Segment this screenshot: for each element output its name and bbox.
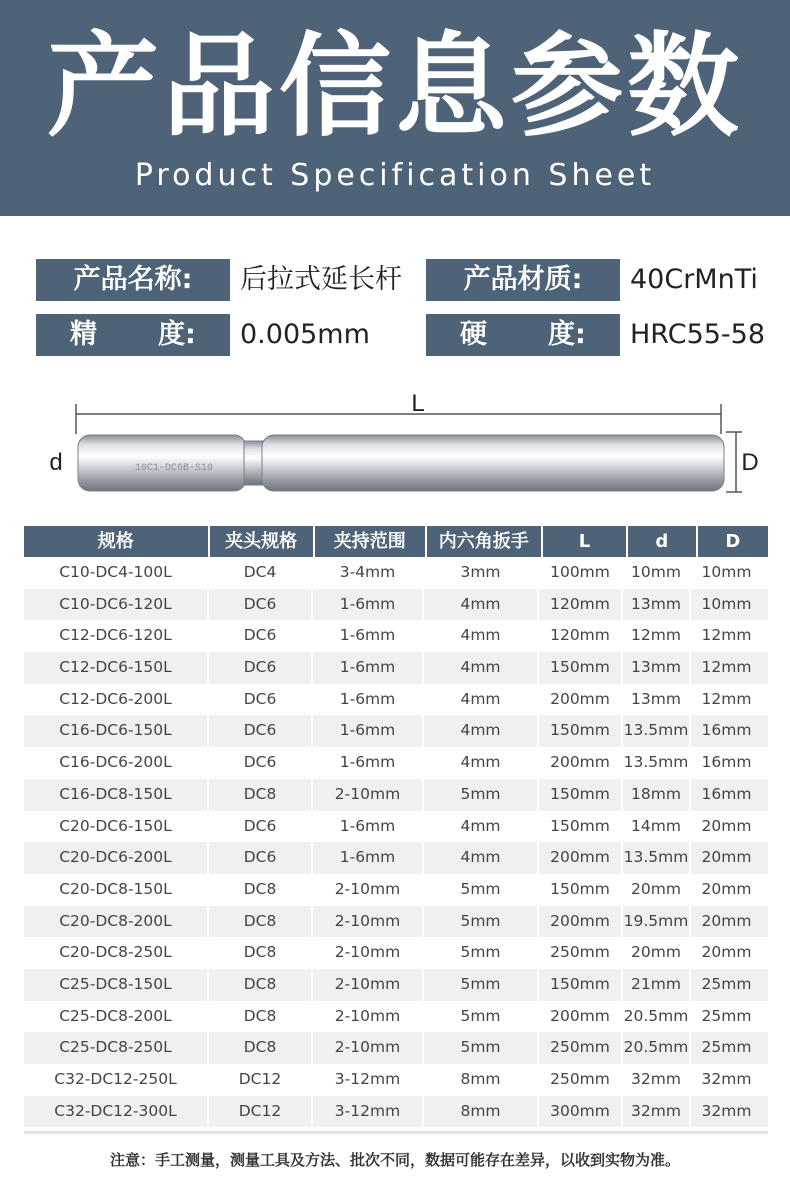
table-cell: 20.5mm xyxy=(623,1032,691,1064)
table-cell: DC8 xyxy=(209,874,313,906)
table-cell: 200mm xyxy=(539,842,623,874)
table-cell: 13mm xyxy=(623,652,691,684)
table-cell: 13.5mm xyxy=(623,747,691,779)
header-hex-wrench: 内六角扳手 xyxy=(427,526,541,557)
table-cell: 12mm xyxy=(623,620,691,652)
table-cell: 120mm xyxy=(539,620,623,652)
table-cell: 120mm xyxy=(539,589,623,621)
table-row xyxy=(24,842,768,874)
table-cell: DC6 xyxy=(209,589,313,621)
table-cell: 4mm xyxy=(424,747,539,779)
table-cell: 5mm xyxy=(424,969,539,1001)
table-cell: C16-DC6-150L xyxy=(24,715,209,747)
table-cell: 20mm xyxy=(701,911,752,930)
table-cell: 8mm xyxy=(424,1064,539,1096)
table-cell: 100mm xyxy=(539,557,623,589)
table-cell: DC6 xyxy=(209,652,313,684)
table-cell: 10mm xyxy=(701,594,752,613)
table-cell: C12-DC6-120L xyxy=(24,620,209,652)
table-cell: 1-6mm xyxy=(313,715,424,747)
table-cell: 4mm xyxy=(424,811,539,843)
table-cell: 4mm xyxy=(424,620,539,652)
table-cell: 200mm xyxy=(539,1001,623,1033)
table-cell: 250mm xyxy=(539,1064,623,1096)
table-cell: 5mm xyxy=(424,874,539,906)
table-cell: C20-DC8-250L xyxy=(24,937,209,969)
header-clamp-range: 夹持范围 xyxy=(315,526,425,557)
table-cell: 5mm xyxy=(424,906,539,938)
product-name-label: 产品名称: xyxy=(36,259,230,301)
table-row xyxy=(24,1032,768,1064)
page-title: 产品信息参数 xyxy=(47,22,743,152)
table-row xyxy=(24,715,768,747)
table-cell: 21mm xyxy=(623,969,691,1001)
table-row xyxy=(24,811,768,843)
table-cell: C16-DC8-150L xyxy=(24,779,209,811)
table-cell: 13mm xyxy=(623,684,691,716)
table-cell: 20mm xyxy=(623,874,691,906)
table-cell: 4mm xyxy=(424,652,539,684)
table-cell: 32mm xyxy=(701,1101,752,1120)
table-cell: 13mm xyxy=(623,589,691,621)
rod-shank xyxy=(262,435,724,491)
table-cell: C20-DC6-200L xyxy=(24,842,209,874)
precision-label-suffix: 度: xyxy=(158,319,196,350)
table-cell: DC8 xyxy=(209,969,313,1001)
hardness-label-suffix: 度: xyxy=(548,319,586,350)
rod-engraving: 10C1-DC6B-S10 xyxy=(134,463,214,474)
table-cell: 16mm xyxy=(701,721,752,740)
table-row xyxy=(24,969,768,1001)
table-cell: 2-10mm xyxy=(313,969,424,1001)
table-cell: 150mm xyxy=(539,969,623,1001)
product-diagram xyxy=(36,384,776,500)
precision-label-char: 精 xyxy=(70,319,97,350)
table-cell: C10-DC6-120L xyxy=(24,589,209,621)
hardness-value: HRC55-58 xyxy=(630,319,766,350)
table-cell: 1-6mm xyxy=(313,684,424,716)
table-cell: 4mm xyxy=(424,715,539,747)
table-cell: 20mm xyxy=(701,816,752,835)
table-cell: 2-10mm xyxy=(313,937,424,969)
table-cell: C25-DC8-250L xyxy=(24,1032,209,1064)
table-cell: C32-DC12-300L xyxy=(24,1096,209,1128)
hardness-label-char: 硬 xyxy=(460,319,487,350)
table-cell: 19.5mm xyxy=(623,906,691,938)
table-cell: DC4 xyxy=(209,557,313,589)
table-cell: 20mm xyxy=(701,943,752,962)
table-cell: DC6 xyxy=(209,620,313,652)
table-cell: DC8 xyxy=(209,906,313,938)
table-row xyxy=(24,906,768,938)
table-cell: 150mm xyxy=(539,811,623,843)
table-cell: 3-12mm xyxy=(313,1096,424,1128)
table-row xyxy=(24,747,768,779)
table-row xyxy=(24,1096,768,1128)
header-banner xyxy=(0,0,790,216)
table-cell: 5mm xyxy=(424,779,539,811)
table-cell: 25mm xyxy=(701,1038,752,1057)
table-cell: 2-10mm xyxy=(313,906,424,938)
table-cell: C16-DC6-200L xyxy=(24,747,209,779)
table-cell: 250mm xyxy=(539,1032,623,1064)
table-cell: 1-6mm xyxy=(313,842,424,874)
table-cell: 250mm xyxy=(539,937,623,969)
table-cell: 2-10mm xyxy=(313,874,424,906)
table-cell: 20mm xyxy=(701,879,752,898)
large-diameter-label: D xyxy=(741,449,759,476)
table-cell: DC6 xyxy=(209,747,313,779)
table-cell: 16mm xyxy=(701,784,752,803)
table-cell: 8mm xyxy=(424,1096,539,1128)
page-subtitle: Product Specification Sheet xyxy=(134,158,656,193)
length-label: L xyxy=(411,390,425,417)
table-cell: C25-DC8-200L xyxy=(24,1001,209,1033)
table-cell: 150mm xyxy=(539,652,623,684)
table-cell: DC12 xyxy=(209,1064,313,1096)
table-row xyxy=(24,937,768,969)
table-cell: 20.5mm xyxy=(623,1001,691,1033)
table-cell: DC6 xyxy=(209,811,313,843)
table-cell: 3-4mm xyxy=(313,557,424,589)
table-row xyxy=(24,620,768,652)
table-cell: 1-6mm xyxy=(313,652,424,684)
table-cell: 32mm xyxy=(623,1096,691,1128)
table-cell: DC8 xyxy=(209,779,313,811)
table-cell: DC6 xyxy=(209,684,313,716)
table-cell: 200mm xyxy=(539,906,623,938)
table-cell: C25-DC8-150L xyxy=(24,969,209,1001)
table-cell: 4mm xyxy=(424,684,539,716)
table-cell: 200mm xyxy=(539,747,623,779)
table-row xyxy=(24,557,768,589)
table-cell: C32-DC12-250L xyxy=(24,1064,209,1096)
rod-groove xyxy=(244,441,264,485)
table-cell: 5mm xyxy=(424,1032,539,1064)
table-cell: DC6 xyxy=(209,715,313,747)
table-row xyxy=(24,684,768,716)
table-cell: 32mm xyxy=(701,1070,752,1088)
table-cell: C12-DC6-150L xyxy=(24,652,209,684)
table-cell: 2-10mm xyxy=(313,1001,424,1033)
table-row xyxy=(24,589,768,621)
table-cell: 20mm xyxy=(623,937,691,969)
table-cell: 18mm xyxy=(623,779,691,811)
table-cell: 5mm xyxy=(424,937,539,969)
table-cell: DC12 xyxy=(209,1096,313,1128)
table-row xyxy=(24,874,768,906)
table-cell: 32mm xyxy=(623,1064,691,1096)
table-cell: C20-DC8-200L xyxy=(24,906,209,938)
table-cell: C12-DC6-200L xyxy=(24,684,209,716)
table-cell: 25mm xyxy=(701,1006,752,1025)
table-cell: DC8 xyxy=(209,1032,313,1064)
header-collet: 夹头规格 xyxy=(210,526,313,557)
table-cell: DC6 xyxy=(209,842,313,874)
precision-label xyxy=(36,314,230,356)
header-length: L xyxy=(543,526,626,557)
table-cell: 2-10mm xyxy=(313,779,424,811)
table-cell: 10mm xyxy=(623,557,691,589)
table-cell: 3mm xyxy=(424,557,539,589)
table-row xyxy=(24,1064,768,1096)
table-cell: 13.5mm xyxy=(623,842,691,874)
header-large-diameter: D xyxy=(698,526,768,557)
measurement-note: 注意：手工测量，测量工具及方法、批次不同，数据可能存在差异，以收到实物为准。 xyxy=(109,1151,680,1169)
product-name-value: 后拉式延长杆 xyxy=(240,264,402,295)
header-spec: 规格 xyxy=(24,526,208,557)
header-small-diameter: d xyxy=(628,526,695,557)
table-cell: 16mm xyxy=(701,753,752,772)
hardness-label xyxy=(426,314,620,356)
table-cell: 12mm xyxy=(701,626,752,645)
table-cell: 4mm xyxy=(424,589,539,621)
table-cell: C20-DC8-150L xyxy=(24,874,209,906)
table-row xyxy=(24,779,768,811)
table-cell: C20-DC6-150L xyxy=(24,811,209,843)
table-cell: 1-6mm xyxy=(313,620,424,652)
table-cell: 150mm xyxy=(539,874,623,906)
table-header xyxy=(24,526,768,557)
table-cell: 1-6mm xyxy=(313,589,424,621)
table-cell: 1-6mm xyxy=(313,811,424,843)
table-row xyxy=(24,1001,768,1033)
product-material-value: 40CrMnTi xyxy=(630,264,758,295)
table-cell: 10mm xyxy=(701,563,752,581)
table-cell: 25mm xyxy=(701,974,752,993)
table-bottom-rule xyxy=(24,1131,768,1134)
small-diameter-label: d xyxy=(49,449,63,476)
table-cell: 14mm xyxy=(623,811,691,843)
product-material-label: 产品材质: xyxy=(426,259,620,301)
table-cell: 12mm xyxy=(701,689,752,708)
table-cell: 200mm xyxy=(539,684,623,716)
table-cell: 2-10mm xyxy=(313,1032,424,1064)
table-cell: 3-12mm xyxy=(313,1064,424,1096)
table-cell: 20mm xyxy=(701,848,752,867)
table-cell: 150mm xyxy=(539,779,623,811)
table-cell: C10-DC4-100L xyxy=(24,557,209,589)
table-cell: 150mm xyxy=(539,715,623,747)
table-cell: 1-6mm xyxy=(313,747,424,779)
precision-value: 0.005mm xyxy=(240,319,370,350)
spec-table xyxy=(24,526,768,1134)
table-cell: 4mm xyxy=(424,842,539,874)
table-row xyxy=(24,652,768,684)
table-body xyxy=(24,557,768,1127)
table-cell: 12mm xyxy=(701,658,752,677)
table-cell: DC8 xyxy=(209,937,313,969)
table-cell: 300mm xyxy=(539,1096,623,1128)
table-cell: 13.5mm xyxy=(623,715,691,747)
table-cell: 5mm xyxy=(424,1001,539,1033)
table-cell: DC8 xyxy=(209,1001,313,1033)
